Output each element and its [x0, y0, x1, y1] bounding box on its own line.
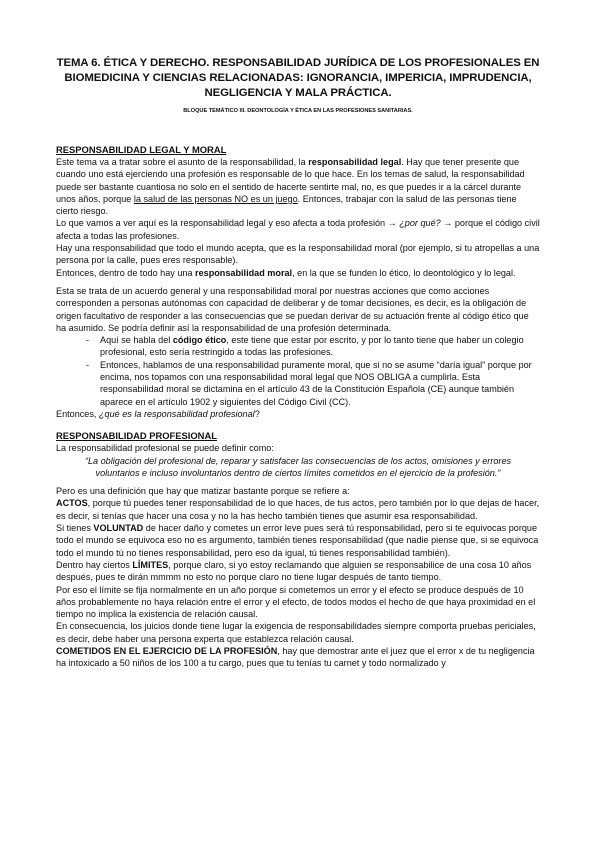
text: , porque tú puedes tener responsabilidad de lo que haces, de tus actos, pero también por lo que dejas de hacer, es decir, si tenías que hacer una cosa y no la has hecho también tienes que asumir esa responsabilidad.: [56, 498, 540, 521]
paragraph: La responsabilidad profesional se puede definir como:: [56, 443, 274, 454]
bold-text: código ético: [172, 335, 227, 346]
section-heading-legal-moral: RESPONSABILIDAD LEGAL Y MORAL: [56, 144, 227, 155]
title-line: TEMA 6. ÉTICA Y DERECHO. RESPONSABILIDAD JURÍDICA DE LOS PROFESIONALES EN: [56, 57, 540, 69]
paragraph: [56, 559, 540, 584]
bold-text: LÍMITES: [132, 559, 169, 570]
text: Si tienes: [56, 523, 94, 534]
paragraph: Por eso el límite se fija normalmente en un año porque si cometemos un error y el efecto se produce después de 10 años probablemente no haya relación entre el error y el efecto, de todos modos el hecho de que haya proximidad en el tiempo no implica la existencia de relación causal.: [56, 584, 536, 620]
bold-text: COMETIDOS EN EL EJERCICIO DE LA PROFESIÓN: [56, 645, 278, 656]
title-line: BIOMEDICINA Y CIENCIAS RELACIONADAS: IGNORANCIA, IMPERICIA, IMPRUDENCIA,: [64, 72, 532, 84]
paragraph: [56, 522, 540, 559]
list-item: [56, 334, 540, 359]
text: Este tema va a tratar sobre el asunto de la responsabilidad, la: [56, 157, 309, 167]
bold-text: VOLUNTAD: [93, 523, 144, 534]
paragraph: [56, 645, 540, 670]
title-line: NEGLIGENCIA Y MALA PRÁCTICA.: [204, 87, 392, 99]
document-title: [56, 0, 540, 101]
paragraph: [56, 217, 540, 242]
text: , porque claro, si yo estoy reclamando que alguien se responsabilice de una cosa 10 años después, pues te dirán mmmm no esto no porque claro no tiene lugar después de tanto tiempo.: [56, 559, 532, 583]
italic-text: ¿qué es la responsabilidad profesional: [98, 408, 255, 419]
paragraph: [56, 408, 540, 420]
paragraph: [56, 156, 540, 217]
bullet-list: [56, 334, 540, 408]
text: Aquí se habla del: [100, 335, 173, 346]
text: de hacer daño y cometes un error leve pues será tú responsabilidad, pero si te equivocas porque todo el mundo se equivoca eso no es argumento, también tienes responsabilidad (que nadie piense que, si se equivoca todo el mundo tú no tienes responsabilidad, pero eso da igual, tú tienes responsabilidad también).: [56, 523, 539, 558]
paragraph: [56, 267, 540, 279]
bold-text: responsabilidad legal: [308, 157, 402, 167]
paragraph: Esta se trata de un acuerdo general y una responsabilidad moral por nuestras acciones que como acciones corresponden a personas autónomas con capacidad de deliberar y de tomar decisiones, es decir, es la obligación de origen facultativo de responder a las consecuencias que se puedan derivar de su actuación frente al código ético que ha asumido. Se podría definir así la responsabilidad de una profesión determinada.: [56, 285, 529, 333]
text: , en la que se funden lo ético, lo deontológico y lo legal.: [292, 267, 516, 278]
paragraph: En consecuencia, los juicios donde tiene lugar la exigencia de responsabilidades siempre comporta pruebas periciales, es decir, debe haber una persona experta que establezca relación causal.: [56, 621, 536, 644]
bold-text: responsabilidad moral: [195, 267, 293, 278]
definition-quote: “La obligación del profesional de, reparar y satisfacer las consecuencias de los actos, omisiones y errores voluntarios e incluso involuntarios dentro de ciertos límites cometidos en el ejercicio de la profesión.”: [84, 455, 512, 478]
text: , este tiene que estar por escrito, y por lo tanto tiene que haber un colegio profesional, esto sería restringido a todas las profesiones.: [100, 335, 524, 358]
paragraph: Hay una responsabilidad que todo el mundo acepta, que es la responsabilidad moral (por ejemplo, si tu atropellas a una persona por la calle, pues eres responsable).: [56, 243, 540, 266]
text: Entonces,: [56, 408, 99, 419]
italic-text: ¿por qué?: [399, 218, 441, 229]
text: Dentro hay ciertos: [56, 559, 133, 570]
underlined-text: la salud de las personas NO es un juego: [133, 193, 298, 204]
text: . Hay que tener presente que cuando uno está ejerciendo una profesión es responsable de lo que hace. En los temas de salud, la responsabilidad puede ser bastante cuantiosa no solo en el sentido de hacerte sentirte mal, no, es que puedes ir a la cárcel durante unos años, porque: [56, 157, 525, 204]
paragraph: [56, 497, 540, 522]
bold-text: ACTOS: [56, 498, 88, 509]
text: Entonces, dentro de todo hay una: [56, 267, 196, 278]
section-heading-professional: RESPONSABILIDAD PROFESIONAL: [56, 430, 217, 442]
document-subtitle: BLOQUE TEMÁTICO III. DEONTOLOGÍA Y ÉTICA EN LAS PROFESIONES SANITARIAS.: [183, 108, 413, 114]
text: → porque el código civil afecta a todas las profesiones.: [56, 218, 540, 241]
bullet-marker: -: [86, 335, 90, 346]
text: , hay que demostrar ante el juez que el error x de tu negligencia ha intoxicado a 50 niños de los 100 a tu cargo, pues que tu tenías tu carnet y todo normalizado y: [56, 645, 535, 669]
text: Entonces, hablamos de una responsabilidad puramente moral, que si no se asume “daría igual” porque por encima, nos topamos con una responsabilidad moral legal que NOS OBLIGA a cumplirla. Esta responsabilidad moral se dictamina en el artículo 43 de la Constitución Española (CE) aunque también aparece en el artículo 1902 y siguientes del Código Civil (CC).: [100, 359, 532, 407]
paragraph: Pero es una definición que hay que matizar bastante porque se refiere a:: [56, 486, 350, 497]
text: Lo que vamos a ver aquí es la responsabilidad legal y eso afecta a toda profesión →: [56, 218, 400, 229]
list-item: [56, 359, 540, 408]
bullet-marker: -: [86, 359, 90, 370]
text: . Entonces, trabajar con la salud de las personas tiene cierto riesgo.: [56, 193, 517, 217]
text: ?: [254, 408, 260, 419]
